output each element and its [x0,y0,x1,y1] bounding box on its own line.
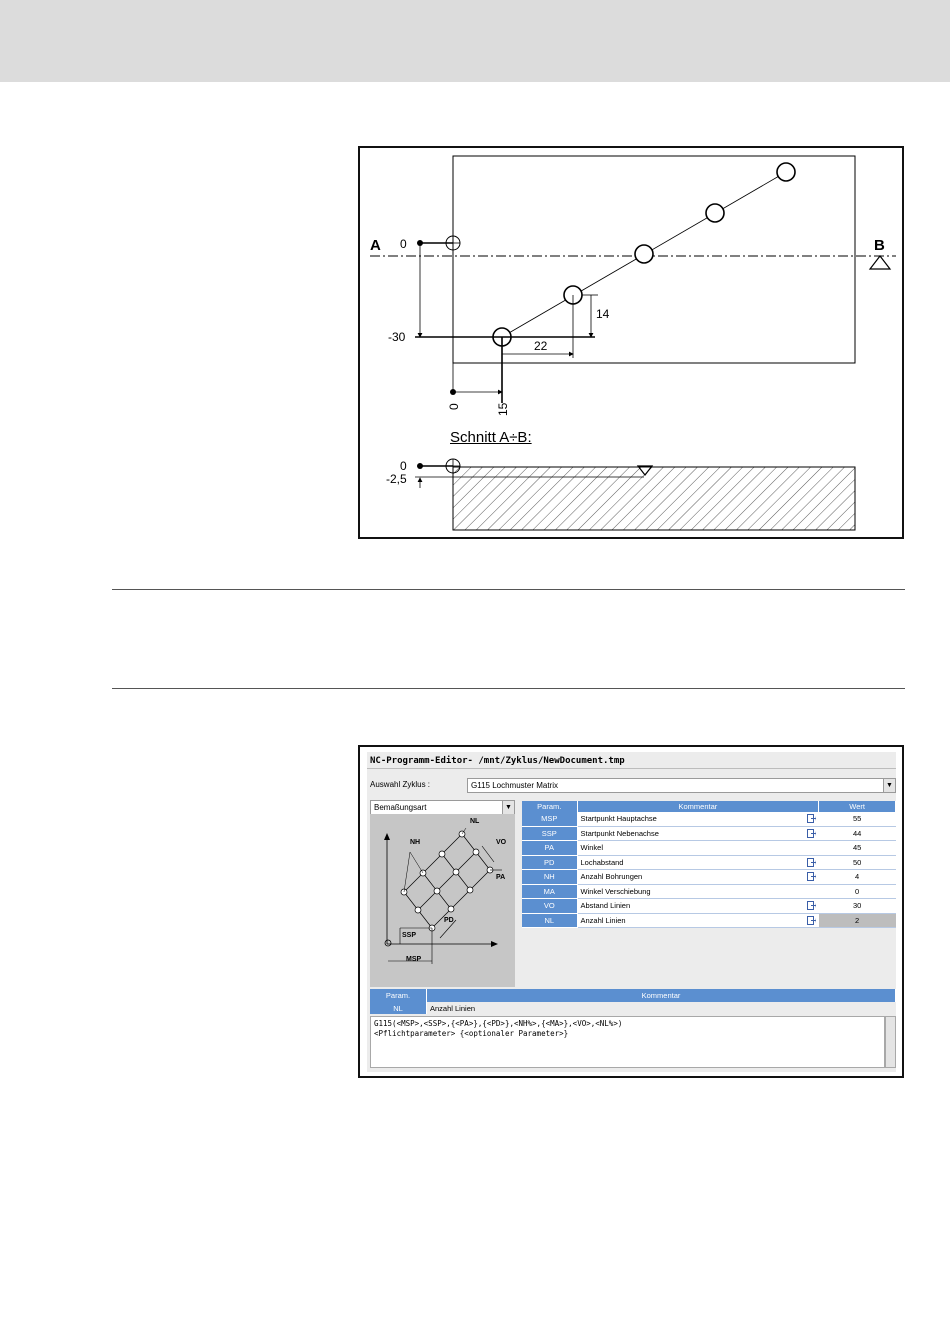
kommentar-header: Kommentar [577,801,819,812]
param-value-cell[interactable]: 4 [819,870,896,885]
selected-parameter-table [370,989,896,1014]
edit-icon[interactable] [807,872,816,881]
drawing-canvas [360,148,906,541]
param-comment-cell [577,899,819,914]
diagram-label-pd: PD [444,917,454,924]
parameter-table [522,801,896,928]
param-comment-cell [577,855,819,870]
divider-bottom [112,688,905,689]
pattern-diagram-canvas [370,814,515,987]
y-minus30-label: -30 [388,330,406,344]
param-row[interactable] [522,855,896,870]
depth-zero-label: 0 [400,459,407,473]
dim-22-label: 22 [534,339,548,353]
param-value-cell[interactable]: 50 [819,855,896,870]
page-header-band [0,0,950,82]
drawing-figure [358,146,904,539]
zyklus-select[interactable] [467,778,896,793]
zyklus-select-value: G115 Lochmuster Matrix [471,781,558,790]
editor-figure [358,745,904,1078]
bemassung-select-value: Bemaßungsart [374,803,427,812]
param-row[interactable] [522,870,896,885]
param-comment-cell [577,884,819,899]
label-b: B [874,237,885,254]
param-comment-text: Winkel [580,843,604,853]
param-row[interactable] [522,913,896,928]
param-row[interactable] [522,899,896,914]
param-comment-text: Lochabstand [580,857,624,867]
hole [635,245,653,263]
depth-value-label: -2,5 [386,472,407,486]
param-comment-text: Startpunkt Hauptachse [580,814,657,824]
param-comment-cell [577,841,819,856]
param-row[interactable] [522,841,896,856]
param-comment-cell [577,826,819,841]
param-comment-cell [577,870,819,885]
dim-14-label: 14 [596,307,610,321]
x-zero-label: 0 [447,403,461,410]
param-name-cell: PD [522,855,577,870]
nc-editor-window [367,752,896,1072]
param-name-cell: MSP [522,812,577,826]
param-row[interactable] [522,812,896,826]
workpiece-outline [453,156,855,363]
param-name-cell: SSP [522,826,577,841]
param-name-cell: MA [522,884,577,899]
code-scrollbar[interactable] [885,1016,896,1068]
param-comment-cell [577,812,819,826]
hole [777,163,795,181]
diagram-label-ssp: SSP [402,932,417,939]
zyklus-label: Auswahl Zyklus : [370,780,431,789]
param-value-cell[interactable]: 30 [819,899,896,914]
diagram-label-vo: VO [496,839,507,846]
chevron-down-icon[interactable]: ▼ [502,801,514,814]
section-hatched-body [453,467,855,530]
bottom-kommentar-value: Anzahl Linien [427,1002,896,1014]
param-row[interactable] [522,826,896,841]
bottom-param-value: NL [370,1002,427,1014]
diagram-label-nh: NH [410,839,421,846]
param-value-cell[interactable]: 44 [819,826,896,841]
view-marker-triangle [870,256,890,269]
code-line-syntax: G115(<MSP>,<SSP>,{<PA>},{<PD>},<NH%>,{<MA>},<VO>,<NL%>) [374,1019,623,1028]
label-a: A [370,237,381,254]
param-comment-text: Anzahl Bohrungen [580,872,643,882]
param-value-cell[interactable]: 55 [819,812,896,826]
param-value-cell[interactable]: 45 [819,841,896,856]
edit-icon[interactable] [807,858,816,867]
param-comment-text: Startpunkt Nebenachse [580,828,659,838]
bottom-param-header: Param. [370,989,427,1002]
param-value-cell[interactable]: 0 [819,884,896,899]
param-name-cell: NL [522,913,577,928]
param-name-cell: PA [522,841,577,856]
param-value-cell[interactable]: 2 [819,913,896,928]
hole [706,204,724,222]
bottom-kommentar-header: Kommentar [427,989,896,1002]
edit-icon[interactable] [807,829,816,838]
diagram-label-msp: MSP [406,956,422,963]
bemassung-select[interactable] [370,800,515,815]
param-comment-text: Winkel Verschiebung [580,886,651,896]
wert-header: Wert [819,801,896,812]
pattern-diagram [370,814,515,987]
diagram-label-pa: PA [496,874,506,881]
divider-top [112,589,905,590]
edit-icon[interactable] [807,901,816,910]
param-name-cell: NH [522,870,577,885]
code-line-legend: <Pflichtparameter> {<optionaler Parameter>} [374,1029,569,1038]
chevron-down-icon[interactable]: ▼ [883,779,895,792]
diagram-label-nl: NL [470,818,480,825]
param-comment-text: Abstand Linien [580,901,631,911]
param-header: Param. [522,801,577,812]
param-row[interactable] [522,884,896,899]
code-preview[interactable] [370,1016,885,1068]
param-comment-text: Anzahl Linien [580,915,626,925]
section-title: Schnitt A÷B: [450,429,532,446]
y-zero-label: 0 [400,237,407,251]
param-comment-cell [577,913,819,928]
editor-title: NC-Programm-Editor- /mnt/Zyklus/NewDocument.tmp [370,756,625,766]
param-name-cell: VO [522,899,577,914]
edit-icon[interactable] [807,916,816,925]
x-15-label: 15 [496,402,510,416]
edit-icon[interactable] [807,814,816,823]
